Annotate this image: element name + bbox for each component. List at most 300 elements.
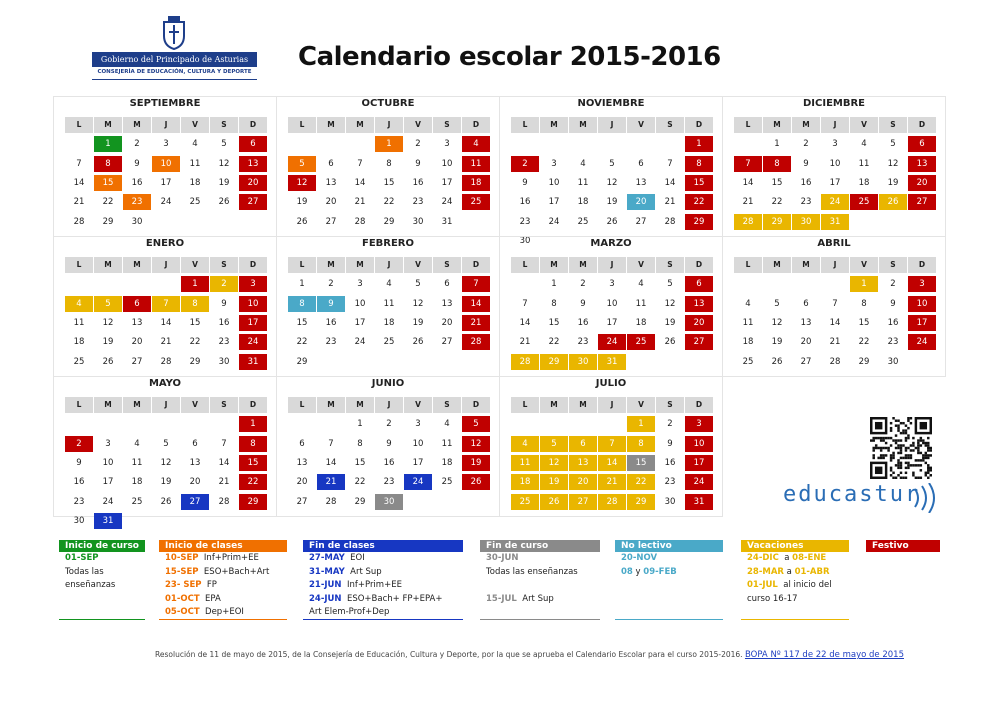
legend-date: 05-OCT [165,607,200,617]
day-cell: 17 [160,177,172,188]
day-cell: 4 [638,279,644,290]
legend-text: enseñanzas [65,580,116,590]
legend-title: Fin de curso [480,540,600,552]
weekday-header: M [792,257,820,273]
day-cell: 20 [908,175,936,191]
day-cell: 5 [540,436,568,452]
day-cell: 7 [522,298,528,309]
day-cell: 25 [383,337,395,348]
legend-date: 01-JUL [747,580,778,590]
day-cell: 26 [102,356,114,367]
day-cell: 23 [383,477,395,488]
day-cell: 1 [94,136,122,152]
month-name: OCTUBRE [361,98,415,109]
day-cell: 12 [218,158,230,169]
legend-text: y [635,566,641,577]
day-cell: 29 [540,354,568,370]
day-cell: 25 [627,334,655,350]
weekday-header: J [375,117,403,133]
day-cell: 8 [181,296,209,312]
day-cell: 15 [94,175,122,191]
day-cell: 7 [357,158,363,169]
weekday-header: M [94,397,122,413]
day-cell: 19 [462,455,490,471]
day-cell: 31 [239,354,267,370]
day-cell: 13 [908,156,936,172]
day-cell: 5 [609,158,615,169]
weekday-header: M [317,257,345,273]
day-cell: 26 [160,496,172,507]
weekday-header: M [540,257,568,273]
day-cell: 20 [189,477,201,488]
day-cell: 17 [548,197,560,208]
legend-inicio-clases [159,540,287,620]
day-cell: 30 [412,216,424,227]
weekday-header: D [462,257,490,273]
legend-text: Todas las [65,566,104,577]
month-name: MARZO [590,238,632,249]
day-cell: 18 [577,197,589,208]
day-cell: 20 [296,477,308,488]
day-cell: 23 [577,337,589,348]
legend-date: 01-SEP [65,553,99,563]
day-cell: 5 [221,139,227,150]
day-cell: 15 [189,317,201,328]
day-cell: 7 [832,298,838,309]
day-cell: 29 [354,496,366,507]
day-cell: 9 [386,438,392,449]
day-cell: 2 [580,279,586,290]
day-cell: 18 [73,337,85,348]
weekday-header: D [908,117,936,133]
day-cell: 30 [887,356,899,367]
day-cell: 10 [354,298,366,309]
day-cell: 3 [357,279,363,290]
day-cell: 11 [383,298,395,309]
day-cell: 21 [218,477,230,488]
day-cell: 31 [441,216,453,227]
weekday-header: S [656,257,684,273]
day-cell: 21 [73,197,85,208]
legend-date: 01-OCT [165,593,200,604]
day-cell: 28 [462,334,490,350]
day-cell: 10 [441,158,453,169]
day-cell: 17 [441,177,453,188]
day-cell: 3 [105,438,111,449]
day-cell: 30 [664,496,676,507]
day-cell: 29 [685,214,713,230]
day-cell: 12 [664,298,676,309]
day-cell: 31 [821,214,849,230]
day-cell: 5 [94,296,122,312]
weekday-header: M [94,117,122,133]
legend-title: Fin de clases [303,540,463,552]
day-cell: 15 [771,177,783,188]
legend-text: ESO+Bach+Art [203,566,270,577]
day-cell: 30 [73,515,85,526]
legend-date: 15-SEP [165,566,199,577]
month-abril [722,236,946,377]
day-cell: 14 [742,177,754,188]
day-cell: 2 [386,419,392,430]
day-cell: 1 [239,416,267,432]
day-cell: 22 [239,474,267,490]
day-cell: 5 [288,156,316,172]
signal-arcs-icon [912,483,938,513]
day-cell: 23 [800,197,812,208]
day-cell: 27 [181,494,209,510]
day-cell: 1 [685,136,713,152]
day-cell: 11 [858,158,870,169]
day-cell: 21 [354,197,366,208]
legend-vacaciones [741,540,849,606]
weekday-header: D [239,397,267,413]
month-junio [276,376,500,517]
day-cell: 15 [239,455,267,471]
day-cell: 26 [296,216,308,227]
weekday-header: M [763,257,791,273]
day-cell: 7 [598,436,626,452]
day-cell: 27 [800,356,812,367]
weekday-header: S [656,117,684,133]
day-cell: 18 [511,474,539,490]
legend-date: 08 [621,566,633,577]
day-cell: 10 [908,296,936,312]
day-cell: 19 [160,477,172,488]
day-cell: 12 [606,177,618,188]
day-cell: 20 [325,197,337,208]
day-cell: 26 [771,356,783,367]
day-cell: 18 [858,177,870,188]
day-cell: 29 [296,356,308,367]
day-cell: 9 [221,298,227,309]
day-cell: 9 [415,158,421,169]
day-cell: 12 [771,317,783,328]
legend-title: Inicio de clases [159,540,287,552]
weekday-header: S [433,117,461,133]
day-cell: 21 [742,197,754,208]
day-cell: 6 [569,436,597,452]
legend-title: Vacaciones [741,540,849,552]
day-cell: 2 [667,419,673,430]
legend-text: Dep+EOI [205,607,244,617]
legend-date: 28-MAR [747,566,784,577]
weekday-header: J [821,257,849,273]
legend-text: Art Sup [350,566,382,577]
legend-date: 01-ABR [794,566,830,577]
weekday-header: J [152,257,180,273]
weekday-header: J [152,397,180,413]
legend-text: a [784,553,790,563]
weekday-header: D [685,117,713,133]
weekday-header: V [627,257,655,273]
weekday-header: M [792,117,820,133]
day-cell: 14 [664,177,676,188]
legend-text: Todas las enseñanzas [486,566,578,577]
weekday-header: L [65,397,93,413]
legend-underline [303,619,463,620]
day-cell: 15 [296,317,308,328]
day-cell: 3 [163,139,169,150]
weekday-header: V [404,257,432,273]
day-cell: 26 [606,216,618,227]
day-cell: 12 [288,175,316,191]
day-cell: 27 [131,356,143,367]
day-cell: 11 [131,457,143,468]
month-diciembre [722,96,946,237]
day-cell: 23 [887,337,899,348]
weekday-header: M [569,397,597,413]
day-cell: 2 [134,139,140,150]
day-cell: 21 [317,474,345,490]
day-cell: 20 [441,317,453,328]
day-cell: 13 [441,298,453,309]
day-cell: 31 [685,494,713,510]
day-cell: 25 [441,477,453,488]
weekday-header: M [346,257,374,273]
day-cell: 3 [832,139,838,150]
legend-fin-clases [303,540,463,620]
legend-underline [741,619,849,620]
day-cell: 4 [65,296,93,312]
bopa-link[interactable]: BOPA Nº 117 de 22 de mayo de 2015 [744,650,904,660]
weekday-header: V [181,117,209,133]
day-cell: 29 [189,356,201,367]
day-cell: 8 [239,436,267,452]
month-name: FEBRERO [361,238,415,249]
day-cell: 22 [548,337,560,348]
day-cell: 28 [73,216,85,227]
legend-text: EPA [205,593,221,604]
day-cell: 2 [803,139,809,150]
day-cell: 19 [218,177,230,188]
weekday-header: M [123,257,151,273]
legend-text: curso 16-17 [747,593,798,604]
day-cell: 13 [635,177,647,188]
month-marzo [499,236,723,377]
weekday-header: M [569,117,597,133]
day-cell: 2 [415,139,421,150]
weekday-header: S [210,117,238,133]
day-cell: 16 [887,317,899,328]
day-cell: 16 [412,177,424,188]
day-cell: 13 [296,457,308,468]
day-cell: 25 [511,494,539,510]
day-cell: 8 [288,296,316,312]
day-cell: 30 [519,235,531,246]
qr-code-icon [870,417,932,479]
day-cell: 30 [375,494,403,510]
day-cell: 26 [540,494,568,510]
day-cell: 13 [189,457,201,468]
legend-date: 08-ENE [792,553,827,563]
government-name: Gobierno del Principado de Asturias [92,52,257,67]
month-name: MAYO [148,378,182,389]
legend-date: 15-JUL [486,593,517,604]
day-cell: 18 [441,457,453,468]
department-name: CONSEJERÍA DE EDUCACIÓN, CULTURA Y DEPORTE [97,69,252,75]
day-cell: 1 [850,276,878,292]
day-cell: 25 [850,194,878,210]
weekday-header: V [404,117,432,133]
day-cell: 1 [627,416,655,432]
day-cell: 19 [102,337,114,348]
day-cell: 11 [511,455,539,471]
day-cell: 24 [441,197,453,208]
day-cell: 16 [218,317,230,328]
legend-text: ESO+Bach+ FP+EPA+ [346,593,443,604]
weekday-header: S [433,397,461,413]
day-cell: 10 [412,438,424,449]
day-cell: 14 [325,457,337,468]
day-cell: 26 [664,337,676,348]
day-cell: 2 [210,276,238,292]
weekday-header: V [181,257,209,273]
day-cell: 25 [742,356,754,367]
day-cell: 8 [763,156,791,172]
day-cell: 4 [192,139,198,150]
month-name: JULIO [595,378,627,389]
day-cell: 24 [102,496,114,507]
weekday-header: L [511,117,539,133]
legend-title: Inicio de curso [59,540,145,552]
day-cell: 11 [462,156,490,172]
day-cell: 13 [685,296,713,312]
day-cell: 6 [239,136,267,152]
legend-date: 30-JUN [486,553,519,563]
day-cell: 8 [627,436,655,452]
day-cell: 27 [569,494,597,510]
day-cell: 2 [890,279,896,290]
weekday-header: M [94,257,122,273]
day-cell: 6 [299,438,305,449]
legend-text: EOI [350,553,365,563]
day-cell: 9 [580,298,586,309]
day-cell: 14 [462,296,490,312]
day-cell: 4 [462,136,490,152]
day-cell: 9 [803,158,809,169]
day-cell: 21 [462,315,490,331]
weekday-header: J [152,117,180,133]
day-cell: 1 [357,419,363,430]
day-cell: 23 [412,197,424,208]
day-cell: 4 [861,139,867,150]
day-cell: 27 [908,194,936,210]
day-cell: 1 [299,279,305,290]
day-cell: 4 [386,279,392,290]
day-cell: 6 [908,136,936,152]
day-cell: 24 [160,197,172,208]
day-cell: 3 [908,276,936,292]
legend-no-lectivo [615,540,723,579]
day-cell: 28 [354,216,366,227]
day-cell: 23 [73,496,85,507]
day-cell: 8 [94,156,122,172]
month-name: ENERO [145,238,185,249]
month-name: JUNIO [371,378,405,389]
day-cell: 20 [239,175,267,191]
day-cell: 8 [861,298,867,309]
day-cell: 4 [134,438,140,449]
day-cell: 5 [415,279,421,290]
day-cell: 27 [296,496,308,507]
weekday-header: M [540,117,568,133]
day-cell: 20 [569,474,597,490]
weekday-header: S [879,257,907,273]
day-cell: 13 [239,156,267,172]
legend-text: Inf+Prim+EE [203,553,259,563]
weekday-header: V [627,397,655,413]
weekday-header: S [210,257,238,273]
day-cell: 23 [123,194,151,210]
day-cell: 14 [519,317,531,328]
page-title: Calendario escolar 2015-2016 [298,42,721,72]
day-cell: 12 [102,317,114,328]
day-cell: 15 [858,317,870,328]
day-cell: 6 [328,158,334,169]
legend-underline [615,619,723,620]
day-cell: 15 [354,457,366,468]
day-cell: 9 [76,457,82,468]
day-cell: 20 [685,315,713,331]
day-cell: 23 [664,477,676,488]
month-enero [53,236,277,377]
legend-underline [480,619,600,620]
day-cell: 27 [685,334,713,350]
day-cell: 23 [218,337,230,348]
day-cell: 31 [598,354,626,370]
day-cell: 28 [829,356,841,367]
day-cell: 16 [577,317,589,328]
day-cell: 22 [383,197,395,208]
day-cell: 29 [627,494,655,510]
footer-resolution [155,650,904,660]
day-cell: 1 [181,276,209,292]
weekday-header: M [540,397,568,413]
weekday-header: L [288,117,316,133]
day-cell: 16 [73,477,85,488]
day-cell: 17 [829,177,841,188]
day-cell: 22 [296,337,308,348]
month-septiembre [53,96,277,237]
day-cell: 28 [511,354,539,370]
day-cell: 22 [771,197,783,208]
day-cell: 26 [412,337,424,348]
day-cell: 6 [192,438,198,449]
month-octubre [276,96,500,237]
weekday-header: L [734,117,762,133]
day-cell: 3 [444,139,450,150]
day-cell: 20 [800,337,812,348]
weekday-header: M [346,397,374,413]
legend-date: 10-SEP [165,553,199,563]
day-cell: 7 [734,156,762,172]
day-cell: 9 [522,177,528,188]
weekday-header: V [850,257,878,273]
month-mayo [53,376,277,526]
day-cell: 28 [325,496,337,507]
weekday-header: J [821,117,849,133]
month-name: SEPTIEMBRE [129,98,201,109]
day-cell: 17 [102,477,114,488]
day-cell: 4 [580,158,586,169]
day-cell: 10 [548,177,560,188]
day-cell: 29 [763,214,791,230]
day-cell: 19 [887,177,899,188]
weekday-header: D [239,257,267,273]
day-cell: 6 [444,279,450,290]
day-cell: 24 [404,474,432,490]
